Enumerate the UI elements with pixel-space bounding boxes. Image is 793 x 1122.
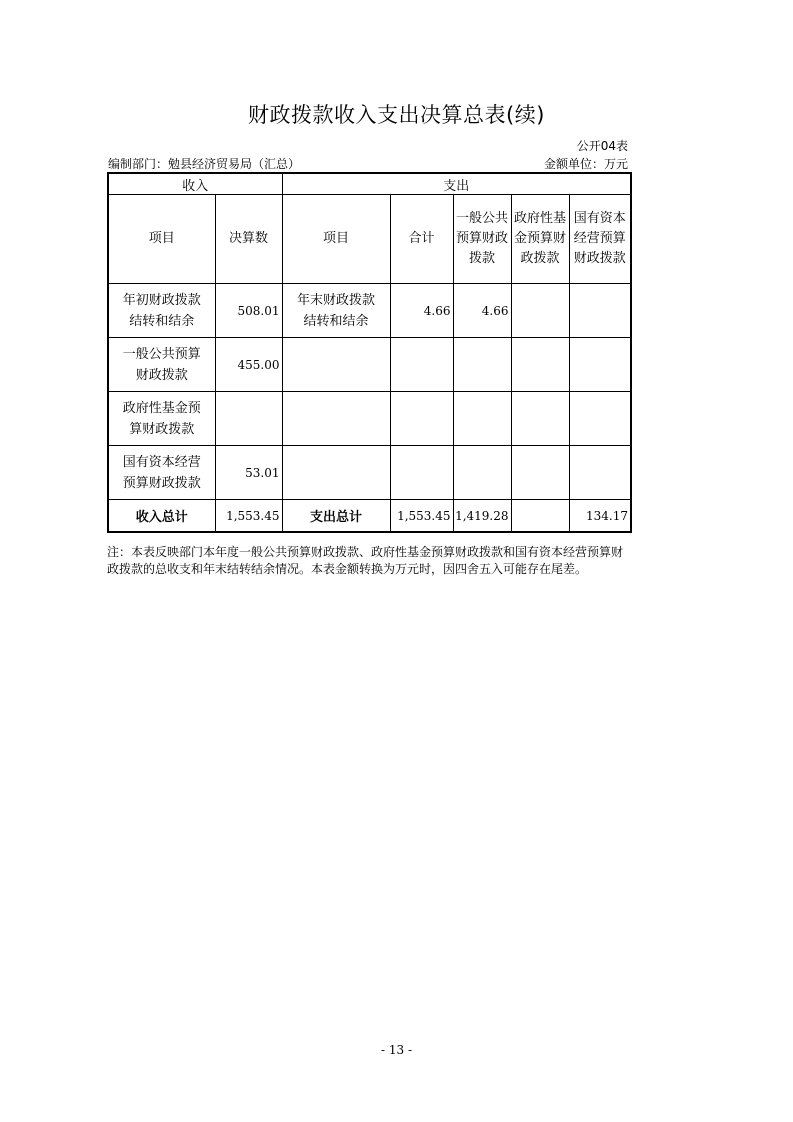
income-item-text: 政府性基金预算财政拨款 — [122, 400, 201, 437]
table-row — [108, 392, 631, 446]
general-budget-total: 1,419.28 — [453, 500, 511, 533]
col-header-income-amount: 决算数 — [215, 195, 282, 284]
col-header-general-budget — [453, 195, 511, 284]
income-group-header: 收入 — [108, 173, 282, 195]
expense-item-cell — [282, 338, 390, 392]
income-item-text: 一般公共预算财政拨款 — [122, 346, 201, 383]
income-item-cell — [108, 284, 215, 338]
gov-fund-cell — [511, 338, 569, 392]
income-item-cell — [108, 446, 215, 500]
state-capital-cell — [569, 446, 631, 500]
group-header-row — [108, 173, 631, 195]
col-header-income-item: 项目 — [108, 195, 215, 284]
expense-group-header: 支出 — [282, 173, 631, 195]
expense-total-label: 支出总计 — [282, 500, 390, 533]
income-amount-cell: 455.00 — [215, 338, 282, 392]
table-row — [108, 284, 631, 338]
income-amount-cell: 53.01 — [215, 446, 282, 500]
state-capital-cell — [569, 284, 631, 338]
department-label: 编制部门：勉县经济贸易局（汇总） — [108, 157, 301, 171]
expense-item-cell — [282, 284, 390, 338]
income-amount-cell: 508.01 — [215, 284, 282, 338]
state-capital-total: 134.17 — [569, 500, 631, 533]
unit-label: 金额单位：万元 — [543, 157, 628, 171]
expense-total-cell — [390, 392, 453, 446]
expense-total-cell — [390, 446, 453, 500]
col-header-state-capital-text: 国有资本经营预算财政拨款 — [573, 211, 626, 266]
col-header-general-budget-text: 一般公共预算财政拨款 — [456, 211, 509, 266]
gov-fund-cell — [511, 392, 569, 446]
column-header-row — [108, 195, 631, 284]
page-title: 财政拨款收入支出决算总表(续) — [248, 103, 545, 127]
general-budget-cell — [453, 338, 511, 392]
state-capital-cell — [569, 338, 631, 392]
form-code: 公开04表 — [576, 139, 628, 153]
fiscal-summary-table — [107, 172, 632, 533]
gov-fund-cell — [511, 446, 569, 500]
expense-item-cell — [282, 446, 390, 500]
total-row — [108, 500, 631, 533]
income-amount-cell — [215, 392, 282, 446]
gov-fund-cell — [511, 284, 569, 338]
general-budget-cell — [453, 392, 511, 446]
table-row — [108, 338, 631, 392]
income-item-cell — [108, 338, 215, 392]
expense-item-cell — [282, 392, 390, 446]
income-item-cell — [108, 392, 215, 446]
income-total-label: 收入总计 — [108, 500, 215, 533]
gov-fund-total — [511, 500, 569, 533]
table-note: 注：本表反映部门本年度一般公共预算财政拨款、政府性基金预算财政拨款和国有资本经营预算财政拨款的总收支和年末结转结余情况。本表金额转换为万元时，因四舍五入可能存在尾差。 — [107, 545, 624, 576]
expense-total-value: 1,553.45 — [390, 500, 453, 533]
general-budget-cell — [453, 446, 511, 500]
expense-item-text: 年末财政拨款结转和结余 — [297, 292, 376, 329]
income-item-text: 年初财政拨款结转和结余 — [122, 292, 201, 329]
col-header-total: 合计 — [390, 195, 453, 284]
expense-total-cell — [390, 338, 453, 392]
general-budget-cell: 4.66 — [453, 284, 511, 338]
table-row — [108, 446, 631, 500]
income-item-text: 国有资本经营预算财政拨款 — [122, 454, 201, 491]
state-capital-cell — [569, 392, 631, 446]
col-header-expense-item: 项目 — [282, 195, 390, 284]
col-header-state-capital — [569, 195, 631, 284]
income-total-value: 1,553.45 — [215, 500, 282, 533]
col-header-gov-fund — [511, 195, 569, 284]
expense-total-cell: 4.66 — [390, 284, 453, 338]
col-header-gov-fund-text: 政府性基金预算财政拨款 — [514, 211, 567, 266]
page-number: - 13 - — [380, 1043, 412, 1057]
